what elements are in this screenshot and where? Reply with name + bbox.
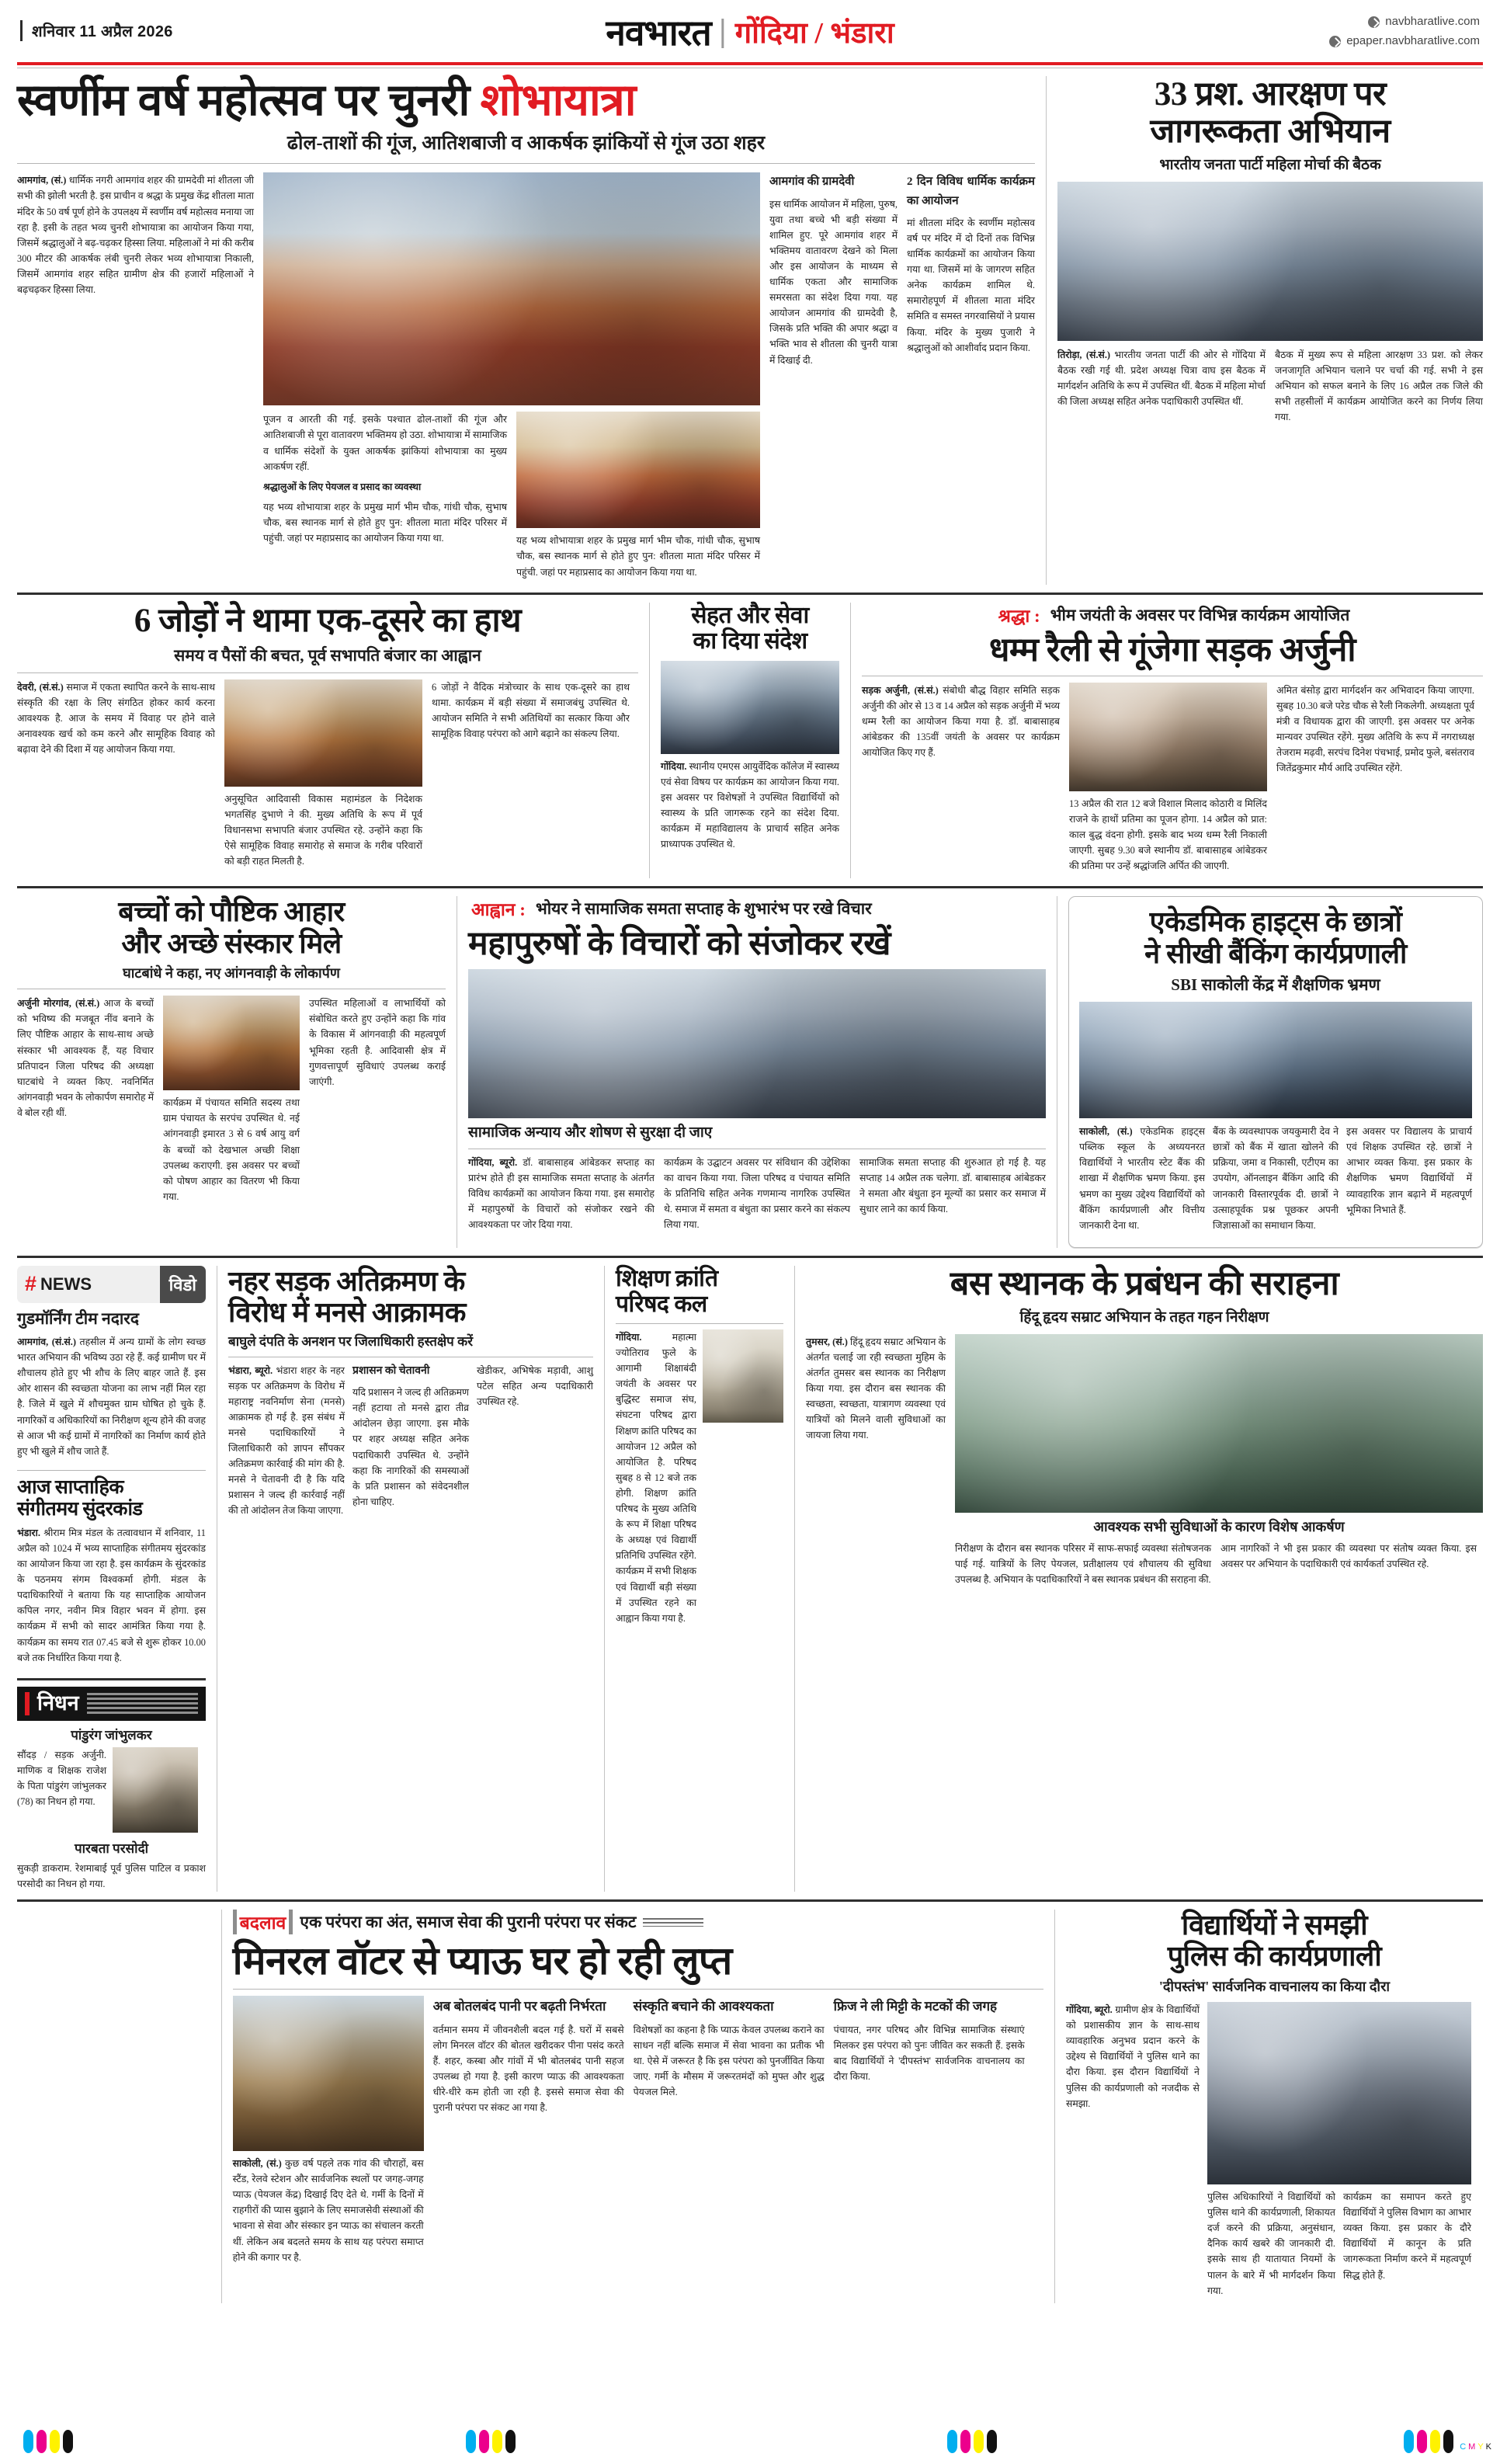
reg-mark-magenta bbox=[1417, 2430, 1427, 2453]
registration-marks-3 bbox=[947, 2430, 997, 2453]
police-photo bbox=[1207, 2002, 1471, 2184]
masthead bbox=[0, 0, 1500, 61]
police-col1-text: ग्रामीण क्षेत्र के विद्यार्थियों को प्रशासकीय ज्ञान के साथ-साथ व्यावहारिक अनुभव प्रदान करने के उद्देश्य से विद्यार्थियों ने पुलिस थाने का दौरा किया. इस दौरान विद्यार्थियों ने पुलिस की कार्यप्रणाली को नजदीक से समझा. bbox=[1065, 2004, 1200, 2109]
water-dateline: साकोली, (सं.) bbox=[232, 2158, 282, 2170]
globe-icon bbox=[1329, 36, 1341, 47]
police-photo-col bbox=[1207, 2002, 1471, 2303]
water-col2-text: वर्तमान समय में जीवनशैली बदल गई है. घरों में सबसे लोग मिनरल वॉटर की बोतल खरीदकर पीना पसंद करते हैं. शहर, कस्बा और गांवों में भी बोतलबंद पानी सहज उपलब्ध हो गया है. इसी कारण प्याऊ की आवश्यकता धीरे-धीरे कम होती जा रही है. इससे समाज सेवा की पुरानी परंपरा पर संकट आ गया है. bbox=[432, 2024, 624, 2114]
lead-col3-text: इस धार्मिक आयोजन में महिला, पुरुष, युवा तथा बच्चे भी बड़ी संख्या में शामिल हुए. पूरे आमगांव शहर में भक्तिमय वातावरण देखने को मिला और इस आयोजन के माध्यम से धार्मिक एकता और सामाजिक समरसता का संदेश दिया गया. यह आयोजन आमगांव की ग्रामदेवी है, जिसके प्रति भक्ति की अपार श्रद्धा व भक्ति भाव से शीतला की चुनरी यात्रा में दिखाई दी. bbox=[769, 198, 898, 366]
reg-mark-magenta bbox=[36, 2430, 47, 2453]
water-column-1 bbox=[233, 1996, 424, 2270]
row3-center-col1-text: डॉ. बाबासाहब आंबेडकर सप्ताह का प्रारंभ होते ही इस सामाजिक समता सप्ताह के अंतर्गत विविध कार्यक्रमों का आयोजन किया गया. इस समारोह में महापुरुषों के विचारों को संजोकर रखने की आवश्यकता पर जोर दिया गया. bbox=[468, 1157, 655, 1231]
water-column-3 bbox=[634, 1996, 825, 2270]
lead-col2-subtitle: श्रद्धालुओं के लिए पेयजल व प्रसाद का व्यवस्था bbox=[263, 481, 422, 492]
lead-col2b-text: यह भव्य शोभायात्रा शहर के प्रमुख मार्ग भीम चौक, गांधी चौक, सुभाष चौक, बस स्थानक मार्ग से होते हुए पुन: शीतला माता मंदिर परिसर में पहुंची. जहां पर महाप्रसाद का आयोजन किया गया था. bbox=[516, 535, 760, 578]
news-chip-title: गुडमॉर्निंग टीम नदारद bbox=[17, 1308, 140, 1328]
nidhan-entry-photo bbox=[113, 1747, 198, 1833]
column-divider bbox=[221, 1910, 222, 2303]
section-divider-3 bbox=[17, 1256, 1483, 1258]
lead-headline bbox=[17, 76, 1035, 126]
police-story bbox=[1066, 1910, 1483, 2303]
row3-left-dateline: अर्जुनी मोरगांव, (सं.सं.) bbox=[17, 998, 100, 1010]
mid-right-headline: धम्म रैली से गूंजेगा सड़क अर्जुनी bbox=[988, 631, 1356, 669]
row3-center-col2-text: कार्यक्रम के उद्घाटन अवसर पर संविधान की उद्देशिका का वाचन किया गया. जिला परिषद व पंचायत समिति के प्रतिनिधि सहित अनेक गणमान्य नागरिक उपस्थित थे. समाज में समता व बंधुता का प्रसार करने का संकल्प लिया गया. bbox=[664, 1157, 850, 1231]
lead-col3-title: आमगांव की ग्रामदेवी bbox=[769, 176, 855, 189]
reg-mark-yellow bbox=[492, 2430, 502, 2453]
masthead-title-group bbox=[606, 13, 894, 53]
row3-center-col3-text: सामाजिक समता सप्ताह की शुरुआत हो गई है. यह सप्ताह 14 अप्रैल तक चलेगा. डॉ. बाबासाहब आंबेडकर ने समता और बंधुता इन मूल्यों का प्रसार कर समाज में सुधार लाने का कार्य किया. bbox=[859, 1157, 1046, 1215]
row3-left-headline-line1: बच्चों को पौष्टिक आहार bbox=[118, 896, 345, 928]
nidhan-entry bbox=[17, 1840, 206, 1892]
lead-section bbox=[0, 76, 1500, 585]
row3-center-photo-caption: सामाजिक अन्याय और शोषण से सुरक्षा दी जाए bbox=[468, 1124, 713, 1142]
canal-column-1 bbox=[228, 1363, 345, 1524]
water-kicker-text: एक परंपरा का अंत, समाज सेवा की पुरानी परंपरा पर संकट bbox=[300, 1913, 637, 1932]
row3-right-column-3 bbox=[1346, 1124, 1472, 1238]
shikshan-photo bbox=[703, 1329, 783, 1423]
mid-left-col1-text: समाज में एकता स्थापित करने के साथ-साथ संस्कृति की रक्षा के लिए संगठित होकर कार्य करना आवश्यक है. आज के समय में विवाह पर होने वाले अनावश्यक खर्च को कम करने और सामूहिक विवाह को बढ़ावा देने की दिशा में यह आयोजन किया गया. bbox=[17, 682, 215, 756]
mid-left-dateline: देवरी, (सं.सं.) bbox=[17, 682, 64, 693]
row3-left-photo-col bbox=[163, 996, 300, 1209]
column-divider bbox=[850, 603, 851, 879]
row3-left-headline-line2: और अच्छे संस्कार मिले bbox=[121, 927, 342, 959]
saptahik-text: श्रीराम मित्र मंडल के तत्वावधान में शनिवार, 11 अप्रैल को 1024 में भव्य साप्ताहिक संगीतमय सुंदरकांड का आयोजन किया जा रहा है. इस कार्यक्रम के सुंदरकांड के पठनमय संगम विश्वकर्मा होगी. मंडल के पदाधिकारियों ने बताया कि यह साप्ताहिक आयोजन कपिल नगर, नवीन मित्र विहार भवन में होगा. इस कार्यक्रम में सभी को सादर आमंत्रित किया गया है. कार्यक्रम का समय रात 07.45 बजे से शुरू होकर 10.00 बजे तक निर्धारित किया गया है. bbox=[17, 1527, 206, 1663]
row5-section bbox=[0, 1910, 1500, 2303]
reg-mark-black bbox=[1443, 2430, 1453, 2453]
lead-col4-text: मां शीतला मंदिर के स्वर्णीम महोत्सव वर्ष पर मंदिर में दो दिनों तक विभिन्न धार्मिक कार्यक्रमों का आयोजन किया गया था. जिसमें मां के जागरण सहित अनेक कार्यक्रम शामिल थे. समारोहपूर्ण में शीतला माता मंदिर समिति व समस्त नगरवासियों ने प्रयास किया. मंदिर के मुख्य पुजारी ने श्रद्धालुओं को आशीर्वाद प्रदान किया. bbox=[907, 217, 1035, 353]
row3-right-headline-line1: एकेडमिक हाइट्स के छात्रों bbox=[1149, 906, 1402, 938]
lead-photo-temple-column bbox=[516, 412, 760, 584]
lead-col4-title: 2 दिन विविध धार्मिक कार्यक्रम का आयोजन bbox=[907, 176, 1035, 207]
bus-story bbox=[806, 1266, 1483, 1892]
police-col2-text: पुलिस अधिकारियों ने विद्यार्थियों को पुलिस थाने की कार्यप्रणाली, शिकायत दर्ज करने की प्रक्रिया, अनुसंधान, दैनिक कार्य खबरे की जानकारी दी. इसके साथ ही यातायात नियमों के पालन के बारे में भी मार्गदर्शन किया गया. bbox=[1207, 2191, 1335, 2296]
mid-left-story bbox=[17, 603, 638, 879]
nidhan-label: निधन bbox=[37, 1691, 79, 1715]
kicker-stripes bbox=[643, 1918, 703, 1927]
row3-right-col3-text: इस अवसर पर विद्यालय के प्राचार्य एवं शिक्षक उपस्थित रहे. छात्रों ने आभार व्यक्त किया. इस प्रकार के शैक्षणिक भ्रमण विद्यार्थियों में व्यावहारिक ज्ञान बढ़ाने में महत्वपूर्ण भूमिका निभाते हैं. bbox=[1346, 1126, 1472, 1215]
masthead-divider bbox=[722, 19, 724, 48]
top-right-photo bbox=[1057, 182, 1483, 341]
water-column-4 bbox=[834, 1996, 1025, 2270]
row3-right-col1-text: एकेडमिक हाइट्स पब्लिक स्कूल के अध्ययनरत विद्यार्थियों ने भारतीय स्टेट बैंक की शाखा में शैक्षणिक भ्रमण किया. इस भ्रमण का मुख्य उद्देश्य विद्यार्थियों को बैंकिंग कार्यप्रणाली और वित्तीय जानकारी देना था. bbox=[1079, 1126, 1205, 1231]
mid-right-col1-text: संबोधी बौद्ध विहार समिति सड़क अर्जुनी की ओर से 13 व 14 अप्रैल को सड़क अर्जुनी में भव्य धम्म रैली का आयोजन किया गया है. डॉ. बाबासाहब आंबेडकर की 135वीं जयंती के अवसर पर कार्यक्रम आयोजित किए गए हैं. bbox=[862, 684, 1060, 759]
mid-left-column-3 bbox=[432, 679, 630, 874]
police-column-3 bbox=[1343, 2189, 1471, 2303]
row3-right-col2-text: बैंक के व्यवस्थापक जयकुमारी देव ने छात्रों को बैंक में खाता खोलने की प्रक्रिया, जमा व निकासी, एटीएम का उपयोग, ऑनलाइन बैंकिंग आदि की जानकारी विस्तारपूर्वक दी. छात्रों ने उत्साहपूर्वक प्रश्न पूछकर अपनी जिज्ञासाओं का समाधान किया. bbox=[1213, 1126, 1339, 1231]
row3-left-subhead: घाटबांधे ने कहा, नए आंगनवाड़ी के लोकार्पण bbox=[123, 964, 340, 981]
row2-section bbox=[0, 603, 1500, 879]
row3-center-kicker-tag: आह्वान : bbox=[468, 896, 529, 921]
water-kicker-tag: बदलाव bbox=[233, 1910, 293, 1934]
lead-col2-subtext: यह भव्य शोभायात्रा शहर के प्रमुख मार्ग भीम चौक, गांधी चौक, सुभाष चौक, बस स्थानक मार्ग से होते हुए पुन: शीतला माता मंदिर परिसर में पहुंची. जहां पर महाप्रसाद का आयोजन किया गया था. bbox=[263, 501, 507, 544]
publication-date: शनिवार 11 अप्रैल 2026 bbox=[20, 20, 173, 41]
police-headline-line2: पुलिस की कार्यप्रणाली bbox=[1167, 1941, 1382, 1972]
lead-column-1 bbox=[17, 172, 254, 584]
reg-mark-yellow bbox=[1430, 2430, 1440, 2453]
reg-mark-cyan bbox=[1404, 2430, 1414, 2453]
lead-column-4 bbox=[907, 172, 1035, 584]
masthead-red-rule bbox=[17, 62, 1483, 65]
shikshan-body: महात्मा ज्योतिराव फुले के आगामी शिक्षाबंदी जयंती के अवसर पर बुद्धिस्ट समाज संघ, संघटना परिषद द्वारा शिक्षण क्रांति परिषद का आयोजन 12 अप्रैल को आयोजित है. परिषद सुबह 8 से 12 बजे तक होगी. शिक्षण क्रांति परिषद के मुख्य अतिथि के रूप में शिक्षा परिषद के अध्यक्ष एवं विद्यार्थी प्रतिनिधि उपस्थित रहेंगे. कार्यक्रम में सभी शिक्षक एवं विद्यार्थी बड़ी संख्या में उपस्थित रहने का आह्वान किया गया है. bbox=[616, 1332, 696, 1624]
saptahik-headline-line1: आज साप्ताहिक bbox=[17, 1476, 124, 1498]
water-col3-title: संस्कृति बचाने की आवश्यकता bbox=[633, 1999, 774, 2014]
bus-photo bbox=[955, 1334, 1483, 1513]
row3-left-col3-text: उपस्थित महिलाओं व लाभार्थियों को संबोधित करते हुए उन्होंने कहा कि गांव के विकास में आंगनवाड़ी की महत्वपूर्ण भूमिका रहती है. आदिवासी क्षेत्र में गुणवत्तापूर्ण सुविधाएं उपलब्ध कराई जाएंगी. bbox=[309, 998, 446, 1087]
canal-column-2 bbox=[352, 1363, 469, 1524]
row3-left-column-1 bbox=[17, 996, 154, 1209]
water-col4-text: पंचायत, नगर परिषद और विभिन्न सामाजिक संस्थाएं मिलकर इस परंपरा को पुनः जीवित कर सकती हैं. इसके बाद विद्यार्थियों ने 'दीपस्तंभ' सार्वजनिक वाचनालय का दौरा किया. bbox=[833, 2024, 1025, 2082]
lead-column-2 bbox=[263, 412, 507, 584]
mid-left-subhead: समय व पैसों की बचत, पूर्व सभापति बंजार का आह्वान bbox=[174, 645, 481, 665]
shikshan-headline-line2: परिषद कल bbox=[616, 1291, 707, 1318]
row3-center-column-2 bbox=[664, 1155, 850, 1237]
cmyk-k: K bbox=[1485, 2442, 1492, 2452]
column-divider bbox=[794, 1266, 795, 1892]
mid-right-story bbox=[862, 603, 1483, 879]
police-subhead: 'दीपस्तंभ' सार्वजनिक वाचनालय का किया दौरा bbox=[1158, 1978, 1391, 1994]
cmyk-c: C bbox=[1460, 2442, 1467, 2452]
lead-column-3 bbox=[769, 172, 898, 584]
nidhan-entry-text: सौंदड़ / सड़क अर्जुनी. माणिक व शिक्षक राजेश के पिता पांडुरंग जांभुलकर (78) का निधन हो गया. bbox=[17, 1749, 106, 1808]
lead-subhead: ढोल-ताशों की गूंज, आतिशबाजी व आकर्षक झांकियों से गूंज उठा शहर bbox=[286, 132, 766, 154]
water-col3-text: विशेषज्ञों का कहना है कि प्याऊ केवल उपलब्ध कराने का साधन नहीं बल्कि समाज में सेवा भावना का प्रतीक भी था. ऐसे में जरूरत है कि इस परंपरा को पुनर्जीवित किया जाए. गर्मी के मौसम में जरूरतमंदों को मुफ्त और शुद्ध पेयजल मिले. bbox=[633, 2024, 825, 2097]
top-right-story bbox=[1057, 76, 1483, 585]
edition-name: गोंदिया / भंडारा bbox=[734, 17, 894, 50]
mid-right-dateline: सड़क अर्जुनी, (सं.सं.) bbox=[862, 684, 939, 696]
mid-center-headline-line1: सेहत और सेवा bbox=[691, 602, 809, 628]
nidhan-entry-name: पारबता परसोदी bbox=[75, 1840, 148, 1856]
police-col3-text: कार्यक्रम का समापन करते हुए विद्यार्थियों ने पुलिस विभाग का आभार व्यक्त किया. इस प्रकार के दौरे विद्यार्थियों में कानून के प्रति जागरूकता निर्माण करने में महत्वपूर्ण सिद्ध होते हैं. bbox=[1342, 2191, 1471, 2281]
canal-col2-text: यदि प्रशासन ने जल्द ही अतिक्रमण नहीं हटाया तो मनसे द्वारा तीव्र आंदोलन छेड़ा जाएगा. इस मौके पर शहर अध्यक्ष सहित अनेक पदाधिकारी उपस्थित थे. उन्होंने कहा कि नागरिकों की समस्याओं के प्रति प्रशासन को संवेदनशील होना चाहिए. bbox=[352, 1387, 469, 1507]
row3-left-column-2 bbox=[163, 1095, 300, 1209]
mid-right-photo-col bbox=[1069, 683, 1267, 878]
row3-right-headline-line2: ने सीखी बैंकिंग कार्यप्रणाली bbox=[1144, 937, 1407, 969]
canal-subhead: बाघुले दंपति के अनशन पर जिलाधिकारी हस्तक्षेप करें bbox=[228, 1334, 474, 1350]
reg-mark-yellow bbox=[50, 2430, 60, 2453]
registration-bar bbox=[0, 2433, 1500, 2464]
mid-right-column-2 bbox=[1069, 796, 1267, 878]
mid-right-col2-text: 13 अप्रैल की रात 12 बजे विशाल मिलाद कोठारी व मिलिंद राजने के हाथों प्रतिमा का पूजन होगा. 14 अप्रैल को प्रात: काल बुद्ध वंदना होगी. इसके बाद भव्य धम्म रैली निकाली जाएगी. सुबह 9.30 बजे स्थानीय डॉ. बाबासाहब आंबेडकर की प्रतिमा पर उन्हें श्रद्धांजलि अर्पित की जाएगी. bbox=[1069, 798, 1267, 872]
canal-col1-text: भंडारा शहर के नहर सड़क पर अतिक्रमण के विरोध में महाराष्ट्र नवनिर्माण सेना (मनसे) आक्रामक हो गई है. इस संबंध में मनसे पदाधिकारियों ने जिलाधिकारी को ज्ञापन सौंपकर अतिक्रमण कार्रवाई की मांग की है. मनसे ने चेतावनी दी है कि यदि प्रशासन ने जल्द ही कार्रवाई नहीं की तो आंदोलन तेज किया जाएगा. bbox=[228, 1364, 345, 1517]
water-col1-body bbox=[233, 2156, 424, 2270]
police-dateline: गोंदिया, ब्यूरो. bbox=[1065, 2004, 1113, 2016]
shikshan-story bbox=[616, 1266, 783, 1892]
mid-right-kicker-tag: श्रद्धा : bbox=[995, 603, 1043, 627]
row3-center-column-1 bbox=[468, 1155, 655, 1237]
nidhan-red-mark bbox=[25, 1692, 30, 1715]
column-divider bbox=[649, 603, 650, 879]
news-chip-dateline: आमगांव, (सं.सं.) bbox=[17, 1336, 76, 1348]
top-right-col2-text: बैठक में मुख्य रूप से महिला आरक्षण 33 प्रश. को लेकर जनजागृति अभियान चलाने पर चर्चा की गई. सभी ने इस अभियान को सफल बनाने के लिए 16 अप्रैल तक जिले की सभी तहसीलों में कार्यक्रम आयोजित करने का निर्णय लिया गया. bbox=[1275, 349, 1483, 423]
top-right-dateline: तिरोड़ा, (सं.सं.) bbox=[1057, 349, 1111, 360]
mid-right-column-1 bbox=[862, 683, 1060, 878]
bus-col1-text: हिंदू हृदय सम्राट अभियान के अंतर्गत चलाई जा रही स्वच्छता मुहिम के अंतर्गत तुमसर बस स्थानक का निरीक्षण किया गया. इस दौरान बस स्थानक की स्वच्छता, स्वच्छता, यात्रागण व्यवस्था एवं यात्रियों को मिलने वाली सुविधाओं का जायजा लिया गया. bbox=[806, 1336, 946, 1441]
cmyk-m: M bbox=[1468, 2442, 1477, 2452]
nidhan-entry-text: सुकड़ी डाकराम. रेशमाबाई पूर्व पुलिस पाटिल व प्रकाश परसोदी का निधन हो गया. bbox=[17, 1862, 206, 1889]
column-divider bbox=[1054, 1910, 1055, 2303]
water-photo bbox=[233, 1996, 424, 2151]
canal-headline-line1: नहर सड़क अतिक्रमण के bbox=[228, 1265, 465, 1297]
row4-section bbox=[0, 1266, 1500, 1892]
row3-center-dateline: गोंदिया, ब्यूरो. bbox=[468, 1157, 518, 1169]
police-column-2 bbox=[1207, 2189, 1335, 2303]
reg-mark-cyan bbox=[23, 2430, 33, 2453]
reg-mark-black bbox=[63, 2430, 73, 2453]
water-col4-title: फ्रिज ने ली मिट्टी के मटकों की जगह bbox=[833, 1999, 998, 2014]
epaper-link[interactable]: epaper.navbharatlive.com bbox=[1346, 33, 1480, 47]
bus-column-1 bbox=[806, 1334, 946, 1593]
mid-left-col2-text: अनुसूचित आदिवासी विकास महामंडल के निदेशक भगतसिंह दुभाणे ने की. मुख्य अतिथि के रूप में पूर्व विधानसभा सभापति बंजार उपस्थित रहे. उन्होंने कहा कि ऐसे सामूहिक विवाह समारोह से समाज के गरीब परिवारों को बड़ी राहत मिलती है. bbox=[224, 794, 422, 867]
news-chip-body bbox=[17, 1334, 206, 1464]
lead-story bbox=[17, 76, 1035, 585]
lead-dateline: आमगांव, (सं.) bbox=[17, 175, 67, 186]
shikshan-dateline: गोंदिया. bbox=[616, 1332, 642, 1343]
canal-col3-text: खेडीकर, अभिषेक मड़ावी, आशु पटेल सहित अन्य पदाधिकारी उपस्थित रहे. bbox=[477, 1364, 593, 1407]
reg-mark-black bbox=[505, 2430, 516, 2453]
lead-col1-text: धार्मिक नगरी आमगांव शहर की ग्रामदेवी मां शीतला जी सभी की झोली भरती है. इस प्राचीन व श्रद्धा के प्रमुख केंद्र शीतला माता मंदिर के 50 वर्ष पूर्ण होने के उपलक्ष्य में स्वर्णीम वर्ष महोत्सव मनाया जा रहा है. इसी के तहत भव्य चुनरी शोभायात्रा का आयोजन किया गया, जिसमें श्रद्धालुओं ने बढ़-चढ़कर हिस्सा लिया. महिलाओं ने मां की करीब 300 मीटर की आकर्षक लंबी चुनरी लेकर भव्य शोभायात्रा निकाली, जिसमें आमगांव शहर सहित ग्रामीण क्षेत्र की हजारों महिलाओं ने बढ़चढ़कर हिस्सा लिया. bbox=[17, 175, 254, 295]
bus-col2-text: निरीक्षण के दौरान बस स्थानक परिसर में साफ-सफाई व्यवस्था संतोषजनक पाई गई. यात्रियों के लिए पेयजल, प्रतीक्षालय एवं शौचालय की सुविधा उपलब्ध है. अभियान के पदाधिकारियों ने बस स्थानक प्रबंधन की सराहना की. bbox=[955, 1543, 1211, 1586]
mid-right-photo-ambedkar bbox=[1069, 683, 1267, 791]
mid-right-column-3 bbox=[1276, 683, 1474, 878]
website-link[interactable]: navbharatlive.com bbox=[1385, 15, 1480, 28]
bus-dateline: तुमसर, (सं.) bbox=[806, 1336, 848, 1347]
nidhan-header bbox=[17, 1687, 206, 1721]
reg-mark-cyan bbox=[466, 2430, 476, 2453]
water-headline: मिनरल वॉटर से प्याऊ घर हो रही लुप्त bbox=[232, 1939, 732, 1983]
section-divider-2 bbox=[17, 886, 1483, 888]
top-right-column-1 bbox=[1057, 347, 1266, 429]
mid-center-body: स्थानीय एमएस आयुर्वेदिक कॉलेज में स्वास्थ्य एवं सेवा विषय पर कार्यक्रम का आयोजन किया गया. इस अवसर पर विशेषज्ञों ने उपस्थित विद्यार्थियों को स्वास्थ्य के प्रति जागरूक रहने का संदेश दिया. कार्यक्रम में महाविद्यालय के प्राचार्य सहित अनेक प्राध्यापक उपस्थित थे. bbox=[661, 760, 839, 850]
lead-photo-temple bbox=[516, 412, 760, 528]
top-right-column-2 bbox=[1275, 347, 1483, 429]
reg-mark-magenta bbox=[960, 2430, 970, 2453]
row3-center-column-3 bbox=[859, 1155, 1046, 1237]
canal-story bbox=[228, 1266, 593, 1892]
canal-headline-line2: विरोध में मनसे आक्रामक bbox=[228, 1297, 466, 1329]
top-right-col1-text: भारतीय जनता पार्टी की ओर से गोंदिया में बैठक रखी गई थी. प्रदेश अध्यक्ष चित्रा वाघ इस बैठक में मार्गदर्शन अतिथि के रूप में उपस्थित थीं. बैठक में महिला मोर्चा की जिला अध्यक्ष सहित अनेक पदाधिकारी उपस्थित थीं. bbox=[1057, 349, 1266, 408]
nidhan-entry bbox=[17, 1727, 206, 1833]
police-headline-line1: विद्यार्थियों ने समझी bbox=[1181, 1910, 1368, 1941]
row3-center-headline: महापुरुषों के विचारों को संजोकर रखें bbox=[468, 926, 891, 963]
water-col2-title: अब बोतलबंद पानी पर बढ़ती निर्भरता bbox=[432, 1999, 606, 2014]
saptahik-body bbox=[17, 1525, 206, 1670]
police-column-1 bbox=[1066, 2002, 1200, 2303]
reg-mark-black bbox=[987, 2430, 997, 2453]
lead-headline-red: शोभायात्रा bbox=[480, 76, 636, 125]
top-right-headline-line1: 33 प्रश. आरक्षण पर bbox=[1154, 76, 1387, 113]
column-divider bbox=[604, 1266, 605, 1892]
section-divider-1 bbox=[17, 593, 1483, 595]
mid-center-headline-line2: का दिया संदेश bbox=[693, 628, 807, 655]
top-right-subhead: भारतीय जनता पार्टी महिला मोर्चा की बैठक bbox=[1159, 157, 1381, 174]
reg-mark-cyan bbox=[947, 2430, 957, 2453]
news-chip-text: तहसील में अन्य ग्रामों के लोग स्वच्छ भारत अभियान की भविष्य उठा रहे हैं. कई ग्रामीण घर में शौचालय होते हुए भी शौच के लिए बाहर जाते हैं. इस ओर शासन की स्वच्छता योजना का लाभ नहीं मिल रहा है. जिले में खुले में शौचमुक्त ग्राम घोषित हो चुके हैं. नागरिकों व अधिकारियों का निरीक्षण शून्य होने की वजह से आज भी कई ग्रामों में नागरिकों का निर्माण कार्य होते हुए भी खुले में शौच जाते हैं. bbox=[17, 1336, 206, 1457]
mid-right-kicker-text: भीम जयंती के अवसर पर विभिन्न कार्यक्रम आयोजित bbox=[1050, 605, 1350, 624]
row3-right-column-2 bbox=[1213, 1124, 1339, 1238]
mid-left-column-2 bbox=[224, 791, 422, 874]
lead-headline-black: स्वर्णीम वर्ष महोत्सव पर चुनरी bbox=[17, 76, 481, 125]
water-col1-text: कुछ वर्ष पहले तक गांव की चौराहों, बस स्टैंड, रेलवे स्टेशन और सार्वजनिक स्थलों पर जगह-जगह प्याऊ (पेयजल केंद्र) दिखाई दिए देते थे. गर्मी के दिनों में राहगीरों की प्यास बुझाने के लिए समाजसेवी संस्थाओं की भावना से सेवा और संस्कार इन प्याऊ का संचालन करती थीं. लेकिन अब बदलते समय के साथ यह परंपरा समाप्त होने की कगार पर है. bbox=[232, 2158, 424, 2263]
newspaper-logo: नवभारत bbox=[606, 13, 711, 53]
masthead-links bbox=[1329, 12, 1480, 51]
bus-photo-col bbox=[955, 1334, 1483, 1593]
canal-column-3 bbox=[477, 1363, 593, 1524]
top-right-headline-line2: जागरूकता अभियान bbox=[1150, 113, 1391, 151]
row3-right-photo bbox=[1079, 1002, 1472, 1118]
bus-col3-text: आम नागरिकों ने भी इस प्रकार की व्यवस्था पर संतोष व्यक्त किया. इस अवसर पर अभियान के पदाधिकारी एवं कार्यकर्ता उपस्थित रहे. bbox=[1220, 1543, 1477, 1570]
registration-marks-2 bbox=[466, 2430, 516, 2453]
row5-left-spacer bbox=[17, 1910, 210, 2303]
bus-headline: बस स्थानक के प्रबंधन की सराहना bbox=[950, 1265, 1339, 1302]
section-divider-4 bbox=[17, 1899, 1483, 1902]
mid-left-col3-text: 6 जोड़ों ने वैदिक मंत्रोच्चार के साथ एक-दूसरे का हाथ थामा. कार्यक्रम में बड़ी संख्या में समाजबंधु उपस्थित थे. आयोजन समिति ने सभी अतिथियों का सत्कार किया और सामूहिक विवाह परंपरा को आगे बढ़ाने का संकल्प लिया. bbox=[432, 682, 630, 740]
globe-icon bbox=[1368, 16, 1380, 28]
water-story bbox=[233, 1910, 1043, 2303]
mid-center-photo bbox=[661, 661, 839, 754]
row3-center-photo bbox=[468, 969, 1046, 1118]
bus-column-3 bbox=[1220, 1541, 1477, 1592]
saptahik-headline-line2: संगीतमय सुंदरकांड bbox=[17, 1498, 143, 1520]
row3-right-column-1 bbox=[1079, 1124, 1205, 1238]
row3-center-story bbox=[468, 896, 1046, 1248]
lead-photo-procession bbox=[263, 172, 760, 405]
row3-center-kicker bbox=[468, 896, 1046, 921]
row3-right-box bbox=[1068, 896, 1483, 1248]
mid-left-column-1 bbox=[17, 679, 215, 874]
saptahik-dateline: भंडारा. bbox=[17, 1527, 40, 1538]
shikshan-headline-line1: शिक्षण क्रांति bbox=[616, 1265, 718, 1291]
mid-left-photo bbox=[224, 679, 422, 787]
nidhan-stripes bbox=[87, 1693, 198, 1715]
mid-right-kicker bbox=[862, 603, 1483, 627]
lead-photo-column bbox=[263, 172, 760, 584]
cmyk-y: Y bbox=[1477, 2442, 1484, 2452]
news-chip-label: NEWS bbox=[40, 1274, 92, 1294]
registration-marks-4 bbox=[1404, 2430, 1453, 2453]
row3-center-kicker-text: भोयर ने सामाजिक समता सप्ताह के शुभारंभ पर रखे विचार bbox=[535, 899, 872, 919]
row3-left-column-3 bbox=[309, 996, 446, 1209]
nidhan-entry-name: पांडुरंग जांभुलकर bbox=[71, 1727, 152, 1743]
reg-mark-yellow bbox=[974, 2430, 984, 2453]
canal-dateline: भंडारा, ब्यूरो. bbox=[228, 1364, 273, 1376]
row3-left-photo bbox=[163, 996, 300, 1090]
row3-section bbox=[0, 896, 1500, 1248]
lead-col2-text: पूजन व आरती की गई. इसके पश्चात ढोल-ताशों की गूंज और आतिशबाजी से पूरा वातावरण भक्तिमय हो उठा. शोभायात्रा में सामाजिक व धार्मिक संदेशों के युक्त आकर्षक झांकियां शोभायात्रा का मुख्य आकर्षण रहीं. bbox=[263, 414, 507, 472]
mid-center-dateline: गोंदिया. bbox=[661, 760, 687, 772]
bus-column-2 bbox=[955, 1541, 1211, 1592]
shikshan-text bbox=[616, 1329, 696, 1631]
mid-left-headline: 6 जोड़ों ने थामा एक-दूसरे का हाथ bbox=[134, 602, 522, 639]
bus-subhead: हिंदू हृदय सम्राट अभियान के तहत गहन निरीक्षण bbox=[1019, 1308, 1269, 1326]
hash-icon: # bbox=[25, 1272, 37, 1296]
news-chip-left bbox=[17, 1266, 160, 1303]
registration-marks-1 bbox=[23, 2430, 73, 2453]
water-column-2 bbox=[433, 1996, 624, 2270]
canal-col2-title: प्रशासन को चेतावनी bbox=[352, 1364, 430, 1377]
video-chip-label[interactable]: विडो bbox=[160, 1266, 206, 1303]
left-rail bbox=[17, 1266, 206, 1892]
mid-left-photo-col bbox=[224, 679, 422, 874]
row3-right-story bbox=[1068, 896, 1483, 1248]
bus-photo-caption: आवश्यक सभी सुविधाओं के कारण विशेष आकर्षण bbox=[1093, 1518, 1345, 1534]
reg-mark-magenta bbox=[479, 2430, 489, 2453]
row3-left-col2-text: कार्यक्रम में पंचायत समिति सदस्य तथा ग्राम पंचायत के सरपंच उपस्थित थे. नई आंगनवाड़ी इमारत 3 से 6 वर्ष आयु वर्ग के बच्चों को देखभाल अच्छी शिक्षा उपलब्ध कराएगी. इस अवसर पर बच्चों को पोषण आहार का वितरण भी किया गया. bbox=[163, 1097, 300, 1202]
mid-center-story bbox=[661, 603, 839, 879]
mid-center-text bbox=[661, 759, 839, 857]
news-video-chip[interactable] bbox=[17, 1266, 206, 1303]
mid-right-col3-text: अमित बंसोड़ द्वारा मार्गदर्शन कर अभिवादन किया जाएगा. सुबह 10.30 बजे परेड चौक से रैली निकलेगी. अध्यक्षता पूर्व मंत्री व विधायक द्वारा की जाएगी. इस अवसर पर अनेक मान्यवर उपस्थित रहेंगे. मुख्य अतिथि के रूप में नगराध्यक्ष तेजराम मढ़वी, सरपंच दिनेश पंचभाई, प्रमोद फुले, बसंतराव जितेंद्रकुमार मौर्य आदि उपस्थित रहेंगे. bbox=[1276, 684, 1474, 774]
cmyk-label bbox=[1460, 2442, 1492, 2452]
row3-left-col1-text: आज के बच्चों को भविष्य की मजबूत नींव बनाने के लिए पौष्टिक आहार के साथ-साथ अच्छे संस्कार भी आवश्यक हैं, यह विचार प्रतिपादन जिला परिषद की अध्यक्षा घाटबांधे ने व्यक्त किए. नवनिर्मित आंगनवाड़ी भवन के लोकार्पण समारोह में वे बोल रही थीं. bbox=[17, 998, 154, 1118]
row3-right-subhead: SBI साकोली केंद्र में शैक्षणिक भ्रमण bbox=[1171, 975, 1380, 994]
water-kicker bbox=[233, 1910, 1043, 1934]
row3-left-story bbox=[17, 896, 446, 1248]
row3-right-dateline: साकोली, (सं.) bbox=[1079, 1126, 1133, 1138]
column-divider bbox=[1046, 76, 1047, 585]
